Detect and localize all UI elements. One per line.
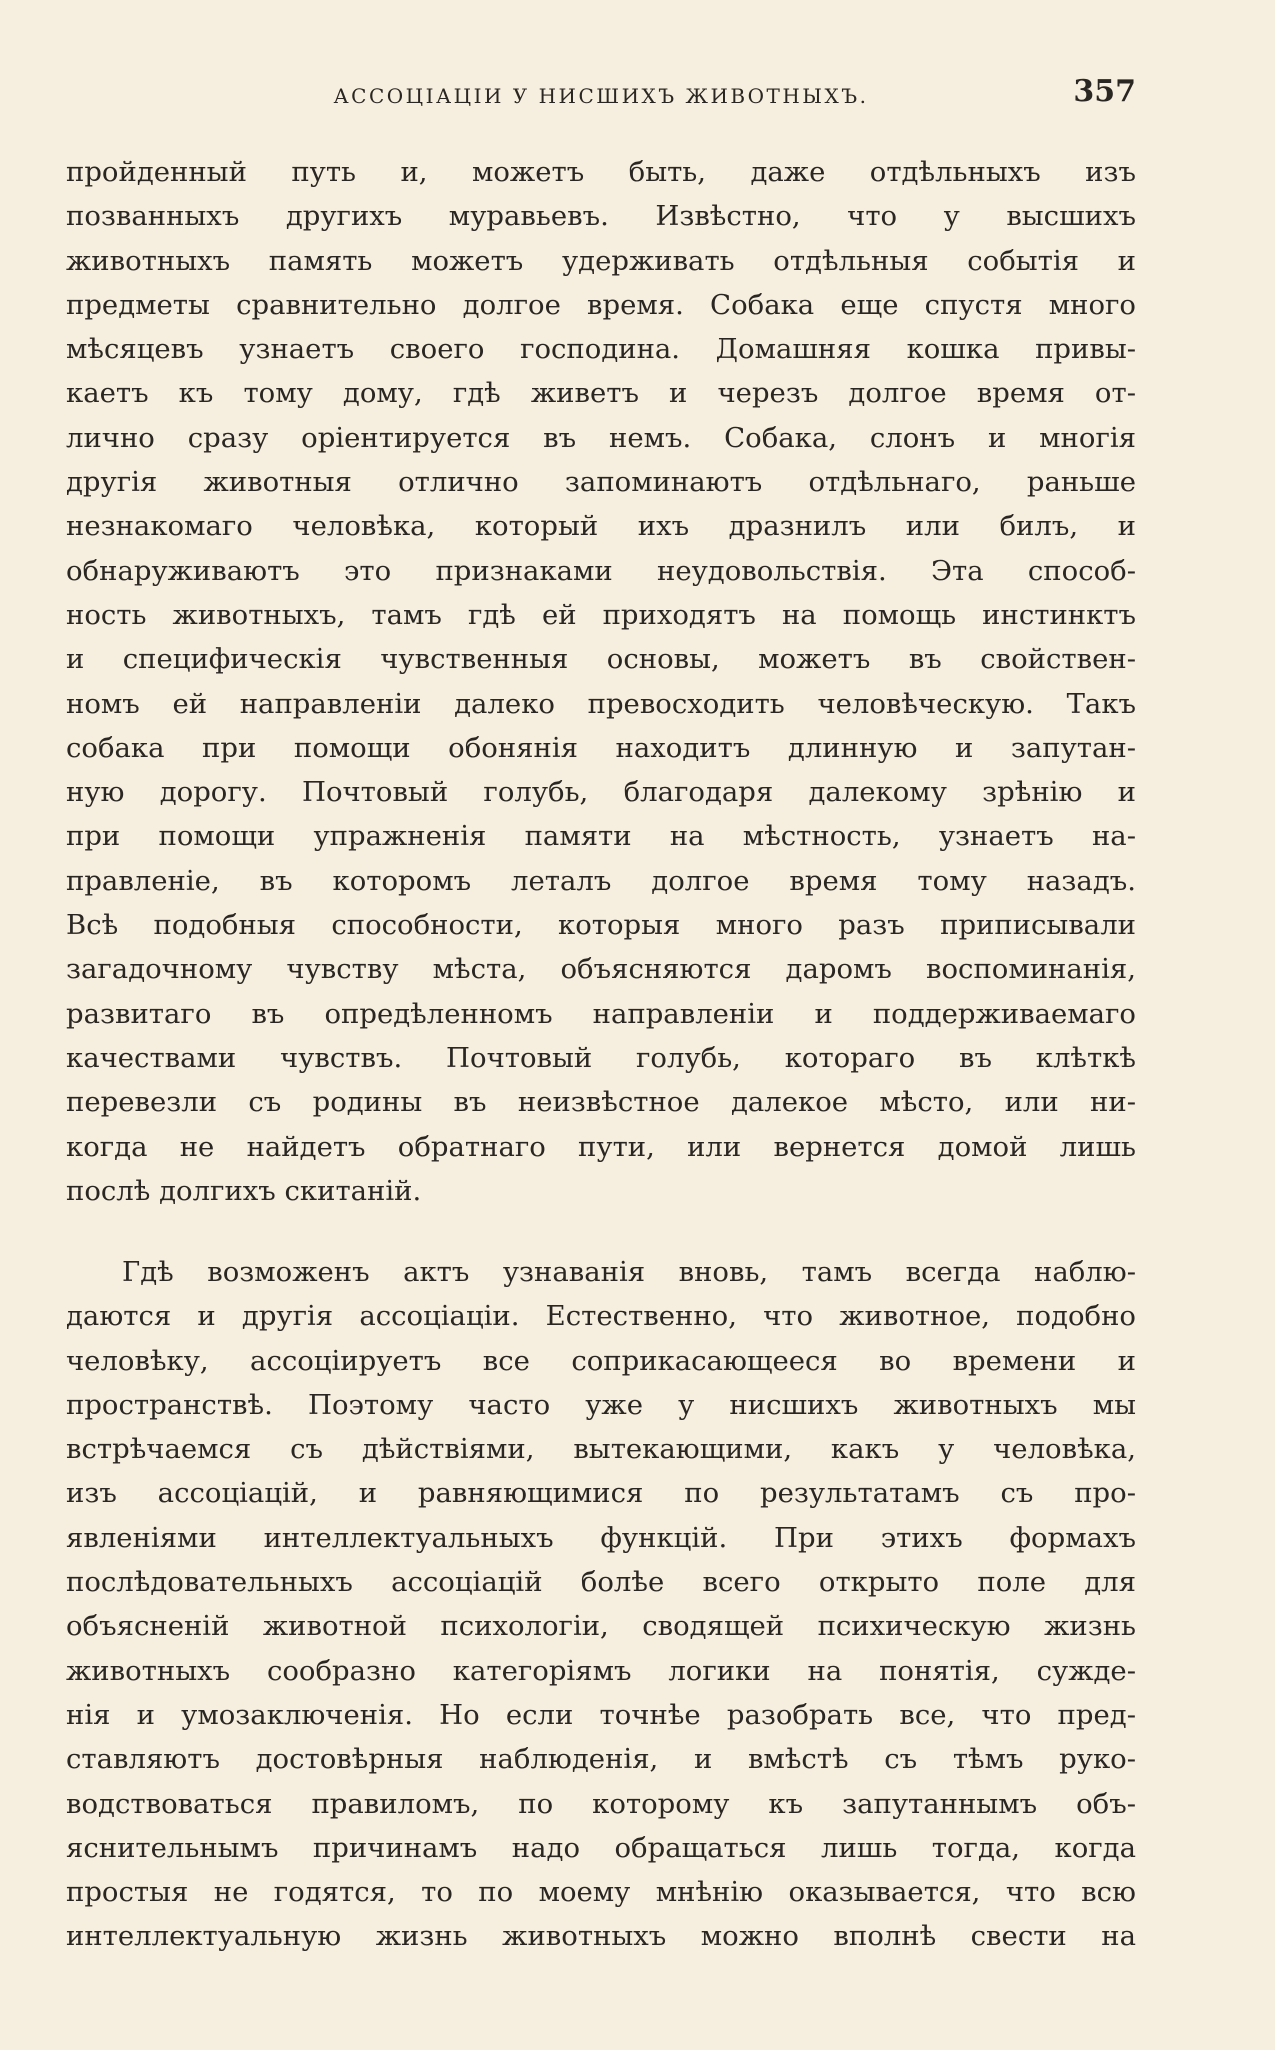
text-line: развитаго въ опредѣленномъ направленіи и поддерживаемаго (66, 997, 1136, 1030)
text-line: номъ ей направленіи далеко превосходить человѣческую. Такъ (66, 687, 1136, 720)
text-line: когда не найдетъ обратнаго пути, или вернется домой лишь (66, 1130, 1136, 1163)
paragraph-2 (66, 1250, 1136, 1959)
text-line: ставляютъ достовѣрныя наблюденія, и вмѣстѣ съ тѣмъ руко- (66, 1743, 1136, 1776)
text-line: другія животныя отлично запоминаютъ отдѣльнаго, раньше (66, 466, 1136, 499)
text-line: позванныхъ другихъ муравьевъ. Извѣстно, что у высшихъ (66, 200, 1136, 233)
text-line: незнакомаго человѣка, который ихъ дразнилъ или билъ, и (66, 510, 1136, 543)
text-line: объясненій животной психологіи, сводящей психическую жизнь (66, 1610, 1136, 1643)
text-line: мѣсяцевъ узнаетъ своего господина. Домашняя кошка привы- (66, 333, 1136, 366)
running-title: АССОЦІАЦІИ У НИСШИХЪ ЖИВОТНЫХЪ. (333, 84, 869, 108)
text-line: при помощи упражненія памяти на мѣстность, узнаетъ на- (66, 820, 1136, 853)
text-line: человѣку, ассоціируетъ все соприкасающееся во времени и (66, 1344, 1136, 1377)
page-number: 357 (1073, 74, 1136, 109)
text-line: обнаруживаютъ это признаками неудовольствія. Эта способ- (66, 554, 1136, 587)
text-line: собака при помощи обонянія находитъ длинную и запутан- (66, 731, 1136, 764)
text-line: правленіе, въ которомъ леталъ долгое время тому назадъ. (66, 864, 1136, 897)
text-line: пространствѣ. Поэтому часто уже у нисшихъ животныхъ мы (66, 1388, 1136, 1421)
text-line: лично сразу оріентируется въ немъ. Собака, слонъ и многія (66, 421, 1136, 454)
running-head (66, 70, 1136, 114)
text-line: яснительнымъ причинамъ надо обращаться лишь тогда, когда (66, 1831, 1136, 1864)
text-line: водствоваться правиломъ, по которому къ запутаннымъ объ- (66, 1787, 1136, 1820)
text-line: даются и другія ассоціаціи. Естественно, что животное, подобно (66, 1300, 1136, 1333)
text-line: загадочному чувству мѣста, объясняются даромъ воспоминанія, (66, 953, 1136, 986)
text-line: и специфическія чувственныя основы, можетъ въ свойствен- (66, 643, 1136, 676)
text-line: послѣ долгихъ скитаній. (66, 1174, 422, 1207)
text-line: послѣдовательныхъ ассоціацій болѣе всего открыто поле для (66, 1566, 1136, 1599)
text-line: животныхъ память можетъ удерживать отдѣльныя событія и (66, 244, 1136, 277)
text-line: Гдѣ возможенъ актъ узнаванія вновь, тамъ всегда наблю- (122, 1256, 1136, 1288)
text-line: качествами чувствъ. Почтовый голубь, котораго въ клѣткѣ (66, 1041, 1136, 1074)
text-line: животныхъ сообразно категоріямъ логики на понятія, сужде- (66, 1654, 1136, 1687)
text-line: каетъ къ тому дому, гдѣ живетъ и черезъ долгое время от- (66, 377, 1136, 410)
text-line: ность животныхъ, тамъ гдѣ ей приходятъ на помощь инстинктъ (66, 598, 1136, 631)
text-line: простыя не годятся, то по моему мнѣнію оказывается, что всю (66, 1876, 1136, 1909)
text-line: предметы сравнительно долгое время. Собака еще спустя много (66, 288, 1136, 321)
text-line: встрѣчаемся съ дѣйствіями, вытекающими, какъ у человѣка, (66, 1433, 1136, 1466)
text-line: ную дорогу. Почтовый голубь, благодаря далекому зрѣнію и (66, 776, 1136, 809)
text-line: пройденный путь и, можетъ быть, даже отдѣльныхъ изъ (66, 156, 1136, 188)
text-line: интеллектуальную жизнь животныхъ можно вполнѣ свести на (66, 1920, 1136, 1953)
text-line: изъ ассоціацій, и равняющимися по результатамъ съ про- (66, 1477, 1136, 1510)
text-line: Всѣ подобныя способности, которыя много разъ приписывали (66, 909, 1136, 942)
text-line: перевезли съ родины въ неизвѣстное далекое мѣсто, или ни- (66, 1086, 1136, 1119)
paragraph-1 (66, 150, 1136, 1213)
text-line: явленіями интеллектуальныхъ функцій. При этихъ формахъ (66, 1521, 1136, 1554)
text-line: нія и умозаключенія. Но если точнѣе разобрать все, что пред- (66, 1698, 1136, 1731)
